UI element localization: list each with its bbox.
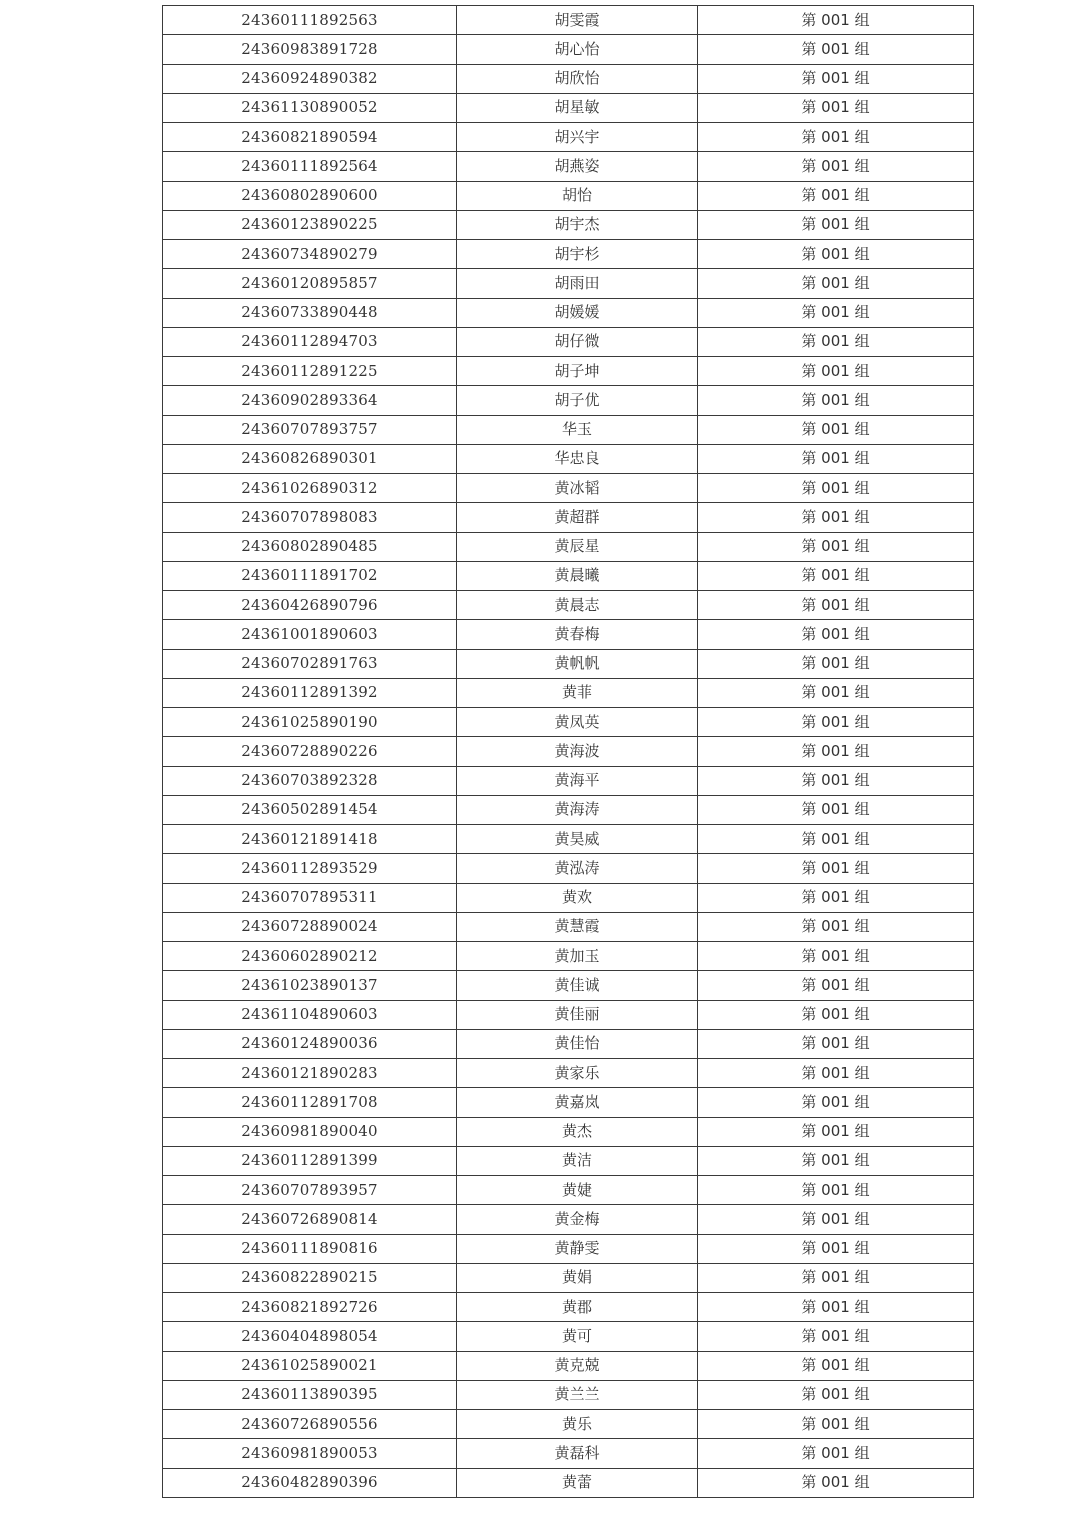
table-row [163, 1088, 974, 1117]
candidate-name-cell: 黄郡 [457, 1293, 698, 1322]
table-row [163, 1439, 974, 1468]
table-row [163, 1322, 974, 1351]
table-row [163, 298, 974, 327]
table-row [163, 1029, 974, 1058]
candidate-id-cell: 24360707893957 [163, 1176, 457, 1205]
table-row [163, 6, 974, 35]
candidate-name-cell: 黄家乐 [457, 1059, 698, 1088]
candidate-name-cell: 黄欢 [457, 883, 698, 912]
group-cell: 第 001 组 [698, 1234, 974, 1263]
table-row [163, 854, 974, 883]
candidate-id-cell: 24360728890024 [163, 912, 457, 941]
group-cell: 第 001 组 [698, 532, 974, 561]
group-cell: 第 001 组 [698, 181, 974, 210]
candidate-id-cell: 24360121891418 [163, 825, 457, 854]
table-row [163, 708, 974, 737]
table-row [163, 1146, 974, 1175]
candidate-id-cell: 24360112891399 [163, 1146, 457, 1175]
table-row [163, 532, 974, 561]
candidate-name-cell: 胡欣怡 [457, 64, 698, 93]
candidate-id-cell: 24360726890556 [163, 1410, 457, 1439]
group-cell: 第 001 组 [698, 386, 974, 415]
group-cell: 第 001 组 [698, 561, 974, 590]
group-cell: 第 001 组 [698, 6, 974, 35]
group-cell: 第 001 组 [698, 1293, 974, 1322]
table-row [163, 503, 974, 532]
candidate-name-cell: 黄超群 [457, 503, 698, 532]
candidate-id-cell: 24360113890395 [163, 1380, 457, 1409]
candidate-name-cell: 胡星敏 [457, 93, 698, 122]
table-row [163, 883, 974, 912]
group-cell: 第 001 组 [698, 1205, 974, 1234]
roster-table-body [163, 6, 974, 1498]
table-row [163, 327, 974, 356]
group-cell: 第 001 组 [698, 942, 974, 971]
table-row [163, 93, 974, 122]
group-cell: 第 001 组 [698, 64, 974, 93]
candidate-id-cell: 24360426890796 [163, 591, 457, 620]
table-row [163, 766, 974, 795]
candidate-id-cell: 24360707893757 [163, 415, 457, 444]
table-row [163, 415, 974, 444]
table-row [163, 386, 974, 415]
candidate-id-cell: 24360981890040 [163, 1117, 457, 1146]
table-row [163, 64, 974, 93]
group-cell: 第 001 组 [698, 1439, 974, 1468]
candidate-name-cell: 胡媛媛 [457, 298, 698, 327]
group-cell: 第 001 组 [698, 971, 974, 1000]
table-row [163, 35, 974, 64]
group-cell: 第 001 组 [698, 1380, 974, 1409]
candidate-id-cell: 24361025890190 [163, 708, 457, 737]
candidate-name-cell: 华忠良 [457, 444, 698, 473]
group-cell: 第 001 组 [698, 298, 974, 327]
candidate-name-cell: 黄兰兰 [457, 1380, 698, 1409]
group-cell: 第 001 组 [698, 1351, 974, 1380]
candidate-name-cell: 黄冰韬 [457, 474, 698, 503]
group-cell: 第 001 组 [698, 444, 974, 473]
group-cell: 第 001 组 [698, 1468, 974, 1497]
group-cell: 第 001 组 [698, 1059, 974, 1088]
table-row [163, 620, 974, 649]
candidate-name-cell: 黄洁 [457, 1146, 698, 1175]
group-cell: 第 001 组 [698, 1029, 974, 1058]
table-row [163, 152, 974, 181]
table-row [163, 678, 974, 707]
candidate-id-cell: 24360112891708 [163, 1088, 457, 1117]
candidate-id-cell: 24361104890603 [163, 1000, 457, 1029]
candidate-name-cell: 黄娟 [457, 1263, 698, 1292]
candidate-id-cell: 24360703892328 [163, 766, 457, 795]
group-cell: 第 001 组 [698, 1263, 974, 1292]
group-cell: 第 001 组 [698, 708, 974, 737]
table-row [163, 1380, 974, 1409]
candidate-name-cell: 黄乐 [457, 1410, 698, 1439]
candidate-id-cell: 24360983891728 [163, 35, 457, 64]
candidate-name-cell: 胡雯霞 [457, 6, 698, 35]
candidate-name-cell: 黄佳丽 [457, 1000, 698, 1029]
candidate-id-cell: 24360826890301 [163, 444, 457, 473]
candidate-id-cell: 24360602890212 [163, 942, 457, 971]
candidate-name-cell: 胡心怡 [457, 35, 698, 64]
candidate-id-cell: 24360726890814 [163, 1205, 457, 1234]
table-row [163, 971, 974, 1000]
candidate-id-cell: 24360111891702 [163, 561, 457, 590]
table-row [163, 561, 974, 590]
candidate-name-cell: 黄婕 [457, 1176, 698, 1205]
group-cell: 第 001 组 [698, 93, 974, 122]
candidate-id-cell: 24360802890485 [163, 532, 457, 561]
group-cell: 第 001 组 [698, 210, 974, 239]
table-row [163, 474, 974, 503]
table-row [163, 1117, 974, 1146]
candidate-name-cell: 黄凤英 [457, 708, 698, 737]
candidate-name-cell: 胡兴宇 [457, 123, 698, 152]
candidate-name-cell: 黄可 [457, 1322, 698, 1351]
candidate-id-cell: 24360981890053 [163, 1439, 457, 1468]
group-cell: 第 001 组 [698, 795, 974, 824]
candidate-id-cell: 24361026890312 [163, 474, 457, 503]
candidate-name-cell: 黄杰 [457, 1117, 698, 1146]
candidate-id-cell: 24360734890279 [163, 240, 457, 269]
candidate-id-cell: 24360124890036 [163, 1029, 457, 1058]
table-row [163, 649, 974, 678]
candidate-id-cell: 24361001890603 [163, 620, 457, 649]
candidate-name-cell: 黄辰星 [457, 532, 698, 561]
table-row [163, 1351, 974, 1380]
group-cell: 第 001 组 [698, 327, 974, 356]
group-cell: 第 001 组 [698, 620, 974, 649]
candidate-id-cell: 24360120895857 [163, 269, 457, 298]
table-row [163, 444, 974, 473]
candidate-name-cell: 黄晨志 [457, 591, 698, 620]
candidate-name-cell: 胡宇杰 [457, 210, 698, 239]
candidate-id-cell: 24360111892564 [163, 152, 457, 181]
candidate-id-cell: 24361025890021 [163, 1351, 457, 1380]
table-row [163, 942, 974, 971]
candidate-name-cell: 胡仔微 [457, 327, 698, 356]
table-row [163, 1000, 974, 1029]
table-row [163, 795, 974, 824]
candidate-name-cell: 黄昊威 [457, 825, 698, 854]
candidate-id-cell: 24361023890137 [163, 971, 457, 1000]
group-cell: 第 001 组 [698, 1000, 974, 1029]
candidate-id-cell: 24360822890215 [163, 1263, 457, 1292]
candidate-name-cell: 胡怡 [457, 181, 698, 210]
group-cell: 第 001 组 [698, 678, 974, 707]
candidate-name-cell: 黄春梅 [457, 620, 698, 649]
group-cell: 第 001 组 [698, 1410, 974, 1439]
candidate-id-cell: 24360733890448 [163, 298, 457, 327]
candidate-name-cell: 黄嘉岚 [457, 1088, 698, 1117]
group-cell: 第 001 组 [698, 649, 974, 678]
candidate-id-cell: 24360802890600 [163, 181, 457, 210]
table-row [163, 240, 974, 269]
candidate-id-cell: 24360728890226 [163, 737, 457, 766]
candidate-name-cell: 胡雨田 [457, 269, 698, 298]
candidate-id-cell: 24360112893529 [163, 854, 457, 883]
table-row [163, 1263, 974, 1292]
table-row [163, 825, 974, 854]
candidate-name-cell: 黄磊科 [457, 1439, 698, 1468]
table-row [163, 210, 974, 239]
candidate-id-cell: 24360502891454 [163, 795, 457, 824]
group-cell: 第 001 组 [698, 152, 974, 181]
candidate-id-cell: 24360123890225 [163, 210, 457, 239]
candidate-name-cell: 黄帆帆 [457, 649, 698, 678]
group-cell: 第 001 组 [698, 737, 974, 766]
group-cell: 第 001 组 [698, 357, 974, 386]
candidate-name-cell: 胡子优 [457, 386, 698, 415]
group-cell: 第 001 组 [698, 1146, 974, 1175]
table-row [163, 1176, 974, 1205]
group-cell: 第 001 组 [698, 854, 974, 883]
candidate-id-cell: 24360924890382 [163, 64, 457, 93]
candidate-name-cell: 黄泓涛 [457, 854, 698, 883]
table-row [163, 1410, 974, 1439]
table-row [163, 1059, 974, 1088]
candidate-name-cell: 黄佳怡 [457, 1029, 698, 1058]
candidate-id-cell: 24360902893364 [163, 386, 457, 415]
table-row [163, 1293, 974, 1322]
group-cell: 第 001 组 [698, 1088, 974, 1117]
candidate-name-cell: 黄蕾 [457, 1468, 698, 1497]
group-cell: 第 001 组 [698, 591, 974, 620]
candidate-name-cell: 黄金梅 [457, 1205, 698, 1234]
candidate-name-cell: 黄海平 [457, 766, 698, 795]
table-row [163, 591, 974, 620]
group-cell: 第 001 组 [698, 912, 974, 941]
candidate-id-cell: 24360702891763 [163, 649, 457, 678]
table-row [163, 737, 974, 766]
table-row [163, 1234, 974, 1263]
candidate-name-cell: 胡宇杉 [457, 240, 698, 269]
candidate-name-cell: 黄晨曦 [457, 561, 698, 590]
group-cell: 第 001 组 [698, 1322, 974, 1351]
roster-table [162, 5, 974, 1498]
candidate-id-cell: 24360112894703 [163, 327, 457, 356]
candidate-name-cell: 黄佳诚 [457, 971, 698, 1000]
candidate-id-cell: 24360111890816 [163, 1234, 457, 1263]
table-row [163, 1205, 974, 1234]
candidate-id-cell: 24361130890052 [163, 93, 457, 122]
group-cell: 第 001 组 [698, 1176, 974, 1205]
candidate-name-cell: 黄海波 [457, 737, 698, 766]
table-row [163, 181, 974, 210]
table-row [163, 123, 974, 152]
candidate-name-cell: 黄静雯 [457, 1234, 698, 1263]
table-row [163, 912, 974, 941]
candidate-id-cell: 24360482890396 [163, 1468, 457, 1497]
candidate-id-cell: 24360707898083 [163, 503, 457, 532]
candidate-id-cell: 24360821892726 [163, 1293, 457, 1322]
table-row [163, 1468, 974, 1497]
candidate-name-cell: 黄海涛 [457, 795, 698, 824]
candidate-name-cell: 胡燕姿 [457, 152, 698, 181]
candidate-id-cell: 24360821890594 [163, 123, 457, 152]
candidate-id-cell: 24360111892563 [163, 6, 457, 35]
group-cell: 第 001 组 [698, 825, 974, 854]
candidate-id-cell: 24360121890283 [163, 1059, 457, 1088]
candidate-id-cell: 24360112891392 [163, 678, 457, 707]
group-cell: 第 001 组 [698, 415, 974, 444]
candidate-name-cell: 华玉 [457, 415, 698, 444]
group-cell: 第 001 组 [698, 269, 974, 298]
group-cell: 第 001 组 [698, 883, 974, 912]
candidate-name-cell: 黄克兢 [457, 1351, 698, 1380]
candidate-id-cell: 24360707895311 [163, 883, 457, 912]
group-cell: 第 001 组 [698, 35, 974, 64]
candidate-name-cell: 胡子坤 [457, 357, 698, 386]
group-cell: 第 001 组 [698, 474, 974, 503]
group-cell: 第 001 组 [698, 766, 974, 795]
group-cell: 第 001 组 [698, 123, 974, 152]
candidate-name-cell: 黄加玉 [457, 942, 698, 971]
candidate-id-cell: 24360112891225 [163, 357, 457, 386]
group-cell: 第 001 组 [698, 240, 974, 269]
group-cell: 第 001 组 [698, 1117, 974, 1146]
candidate-id-cell: 24360404898054 [163, 1322, 457, 1351]
table-row [163, 269, 974, 298]
table-row [163, 357, 974, 386]
candidate-name-cell: 黄慧霞 [457, 912, 698, 941]
candidate-name-cell: 黄菲 [457, 678, 698, 707]
group-cell: 第 001 组 [698, 503, 974, 532]
